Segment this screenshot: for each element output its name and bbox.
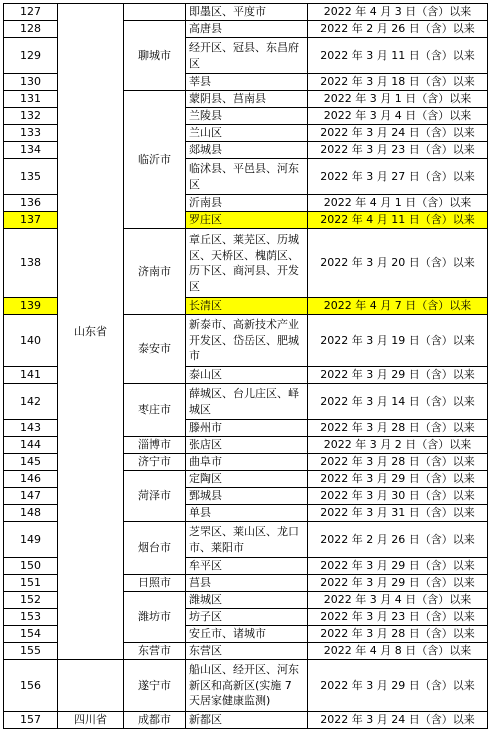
city-cell: 枣庄市 bbox=[124, 384, 186, 437]
row-number: 130 bbox=[4, 74, 58, 91]
row-number: 129 bbox=[4, 38, 58, 74]
date-cell: 2022 年 3 月 29 日（含）以来 bbox=[308, 660, 488, 712]
area-cell: 新都区 bbox=[186, 712, 308, 729]
area-cell: 新泰市、高新技术产业开发区、岱岳区、肥城市 bbox=[186, 315, 308, 367]
date-cell: 2022 年 3 月 4 日（含）以来 bbox=[308, 108, 488, 125]
area-cell: 张店区 bbox=[186, 437, 308, 454]
city-cell: 济宁市 bbox=[124, 454, 186, 471]
date-cell: 2022 年 3 月 31 日（含）以来 bbox=[308, 505, 488, 522]
row-number: 128 bbox=[4, 21, 58, 38]
date-cell: 2022 年 3 月 29 日（含）以来 bbox=[308, 367, 488, 384]
row-number: 148 bbox=[4, 505, 58, 522]
row-number: 136 bbox=[4, 195, 58, 212]
row-number: 143 bbox=[4, 420, 58, 437]
row-number: 127 bbox=[4, 4, 58, 21]
row-number: 144 bbox=[4, 437, 58, 454]
date-cell: 2022 年 3 月 11 日（含）以来 bbox=[308, 38, 488, 74]
date-cell: 2022 年 4 月 11 日（含）以来 bbox=[308, 212, 488, 229]
row-number: 141 bbox=[4, 367, 58, 384]
area-cell: 长清区 bbox=[186, 298, 308, 315]
area-cell: 曲阜市 bbox=[186, 454, 308, 471]
city-cell: 聊城市 bbox=[124, 21, 186, 91]
province-cell bbox=[58, 660, 124, 712]
date-cell: 2022 年 3 月 29 日（含）以来 bbox=[308, 471, 488, 488]
city-cell bbox=[124, 4, 186, 21]
area-cell: 沂南县 bbox=[186, 195, 308, 212]
area-cell: 临沭县、平邑县、河东区 bbox=[186, 159, 308, 195]
row-number: 156 bbox=[4, 660, 58, 712]
area-cell: 薛城区、台儿庄区、峄城区 bbox=[186, 384, 308, 420]
area-cell: 郯城县 bbox=[186, 142, 308, 159]
row-number: 142 bbox=[4, 384, 58, 420]
row-number: 155 bbox=[4, 643, 58, 660]
row-number: 135 bbox=[4, 159, 58, 195]
city-cell: 烟台市 bbox=[124, 522, 186, 575]
date-cell: 2022 年 2 月 26 日（含）以来 bbox=[308, 522, 488, 558]
row-number: 157 bbox=[4, 712, 58, 729]
row-number: 132 bbox=[4, 108, 58, 125]
area-cell: 船山区、经开区、河东新区和高新区(实施 7 天居家健康监测) bbox=[186, 660, 308, 712]
date-cell: 2022 年 4 月 8 日（含）以来 bbox=[308, 643, 488, 660]
row-number: 151 bbox=[4, 575, 58, 592]
area-cell: 单县 bbox=[186, 505, 308, 522]
city-cell: 日照市 bbox=[124, 575, 186, 592]
date-cell: 2022 年 3 月 28 日（含）以来 bbox=[308, 420, 488, 437]
date-cell: 2022 年 3 月 20 日（含）以来 bbox=[308, 229, 488, 298]
row-number: 134 bbox=[4, 142, 58, 159]
province-cell: 四川省 bbox=[58, 712, 124, 729]
area-cell: 滕州市 bbox=[186, 420, 308, 437]
province-cell: 山东省 bbox=[58, 4, 124, 660]
city-cell: 淄博市 bbox=[124, 437, 186, 454]
risk-area-table bbox=[3, 3, 488, 729]
date-cell: 2022 年 3 月 29 日（含）以来 bbox=[308, 558, 488, 575]
area-cell: 罗庄区 bbox=[186, 212, 308, 229]
area-cell: 安丘市、诸城市 bbox=[186, 626, 308, 643]
area-cell: 经开区、冠县、东昌府区 bbox=[186, 38, 308, 74]
date-cell: 2022 年 3 月 24 日（含）以来 bbox=[308, 712, 488, 729]
area-cell: 即墨区、平度市 bbox=[186, 4, 308, 21]
row-number: 139 bbox=[4, 298, 58, 315]
row-number: 154 bbox=[4, 626, 58, 643]
date-cell: 2022 年 3 月 23 日（含）以来 bbox=[308, 142, 488, 159]
date-cell: 2022 年 3 月 19 日（含）以来 bbox=[308, 315, 488, 367]
area-cell: 东营区 bbox=[186, 643, 308, 660]
area-cell: 鄄城县 bbox=[186, 488, 308, 505]
area-cell: 泰山区 bbox=[186, 367, 308, 384]
date-cell: 2022 年 4 月 3 日（含）以来 bbox=[308, 4, 488, 21]
city-cell: 成都市 bbox=[124, 712, 186, 729]
row-number: 140 bbox=[4, 315, 58, 367]
city-cell: 济南市 bbox=[124, 229, 186, 315]
area-cell: 坊子区 bbox=[186, 609, 308, 626]
row-number: 133 bbox=[4, 125, 58, 142]
row-number: 150 bbox=[4, 558, 58, 575]
date-cell: 2022 年 3 月 29 日（含）以来 bbox=[308, 575, 488, 592]
city-cell: 菏泽市 bbox=[124, 471, 186, 522]
area-cell: 章丘区、莱芜区、历城区、天桥区、槐荫区、历下区、商河县、开发区 bbox=[186, 229, 308, 298]
area-cell: 兰山区 bbox=[186, 125, 308, 142]
row-number: 153 bbox=[4, 609, 58, 626]
city-cell: 临沂市 bbox=[124, 91, 186, 229]
area-cell: 定陶区 bbox=[186, 471, 308, 488]
date-cell: 2022 年 3 月 30 日（含）以来 bbox=[308, 488, 488, 505]
table-row bbox=[4, 660, 488, 712]
date-cell: 2022 年 4 月 7 日（含）以来 bbox=[308, 298, 488, 315]
area-cell: 蒙阴县、莒南县 bbox=[186, 91, 308, 108]
row-number: 146 bbox=[4, 471, 58, 488]
row-number: 145 bbox=[4, 454, 58, 471]
row-number: 147 bbox=[4, 488, 58, 505]
area-cell: 莘县 bbox=[186, 74, 308, 91]
date-cell: 2022 年 3 月 27 日（含）以来 bbox=[308, 159, 488, 195]
table-row bbox=[4, 4, 488, 21]
date-cell: 2022 年 3 月 28 日（含）以来 bbox=[308, 626, 488, 643]
area-cell: 莒县 bbox=[186, 575, 308, 592]
date-cell: 2022 年 3 月 14 日（含）以来 bbox=[308, 384, 488, 420]
area-cell: 兰陵县 bbox=[186, 108, 308, 125]
date-cell: 2022 年 3 月 4 日（含）以来 bbox=[308, 592, 488, 609]
table-row bbox=[4, 712, 488, 729]
row-number: 131 bbox=[4, 91, 58, 108]
row-number: 149 bbox=[4, 522, 58, 558]
city-cell: 泰安市 bbox=[124, 315, 186, 384]
area-cell: 潍城区 bbox=[186, 592, 308, 609]
city-cell: 东营市 bbox=[124, 643, 186, 660]
area-cell: 芝罘区、莱山区、龙口市、莱阳市 bbox=[186, 522, 308, 558]
area-cell: 高唐县 bbox=[186, 21, 308, 38]
date-cell: 2022 年 3 月 1 日（含）以来 bbox=[308, 91, 488, 108]
date-cell: 2022 年 3 月 18 日（含）以来 bbox=[308, 74, 488, 91]
date-cell: 2022 年 3 月 28 日（含）以来 bbox=[308, 454, 488, 471]
area-cell: 牟平区 bbox=[186, 558, 308, 575]
date-cell: 2022 年 3 月 24 日（含）以来 bbox=[308, 125, 488, 142]
date-cell: 2022 年 2 月 26 日（含）以来 bbox=[308, 21, 488, 38]
row-number: 138 bbox=[4, 229, 58, 298]
date-cell: 2022 年 3 月 2 日（含）以来 bbox=[308, 437, 488, 454]
date-cell: 2022 年 4 月 1 日（含）以来 bbox=[308, 195, 488, 212]
row-number: 152 bbox=[4, 592, 58, 609]
row-number: 137 bbox=[4, 212, 58, 229]
city-cell: 遂宁市 bbox=[124, 660, 186, 712]
date-cell: 2022 年 3 月 23 日（含）以来 bbox=[308, 609, 488, 626]
city-cell: 潍坊市 bbox=[124, 592, 186, 643]
